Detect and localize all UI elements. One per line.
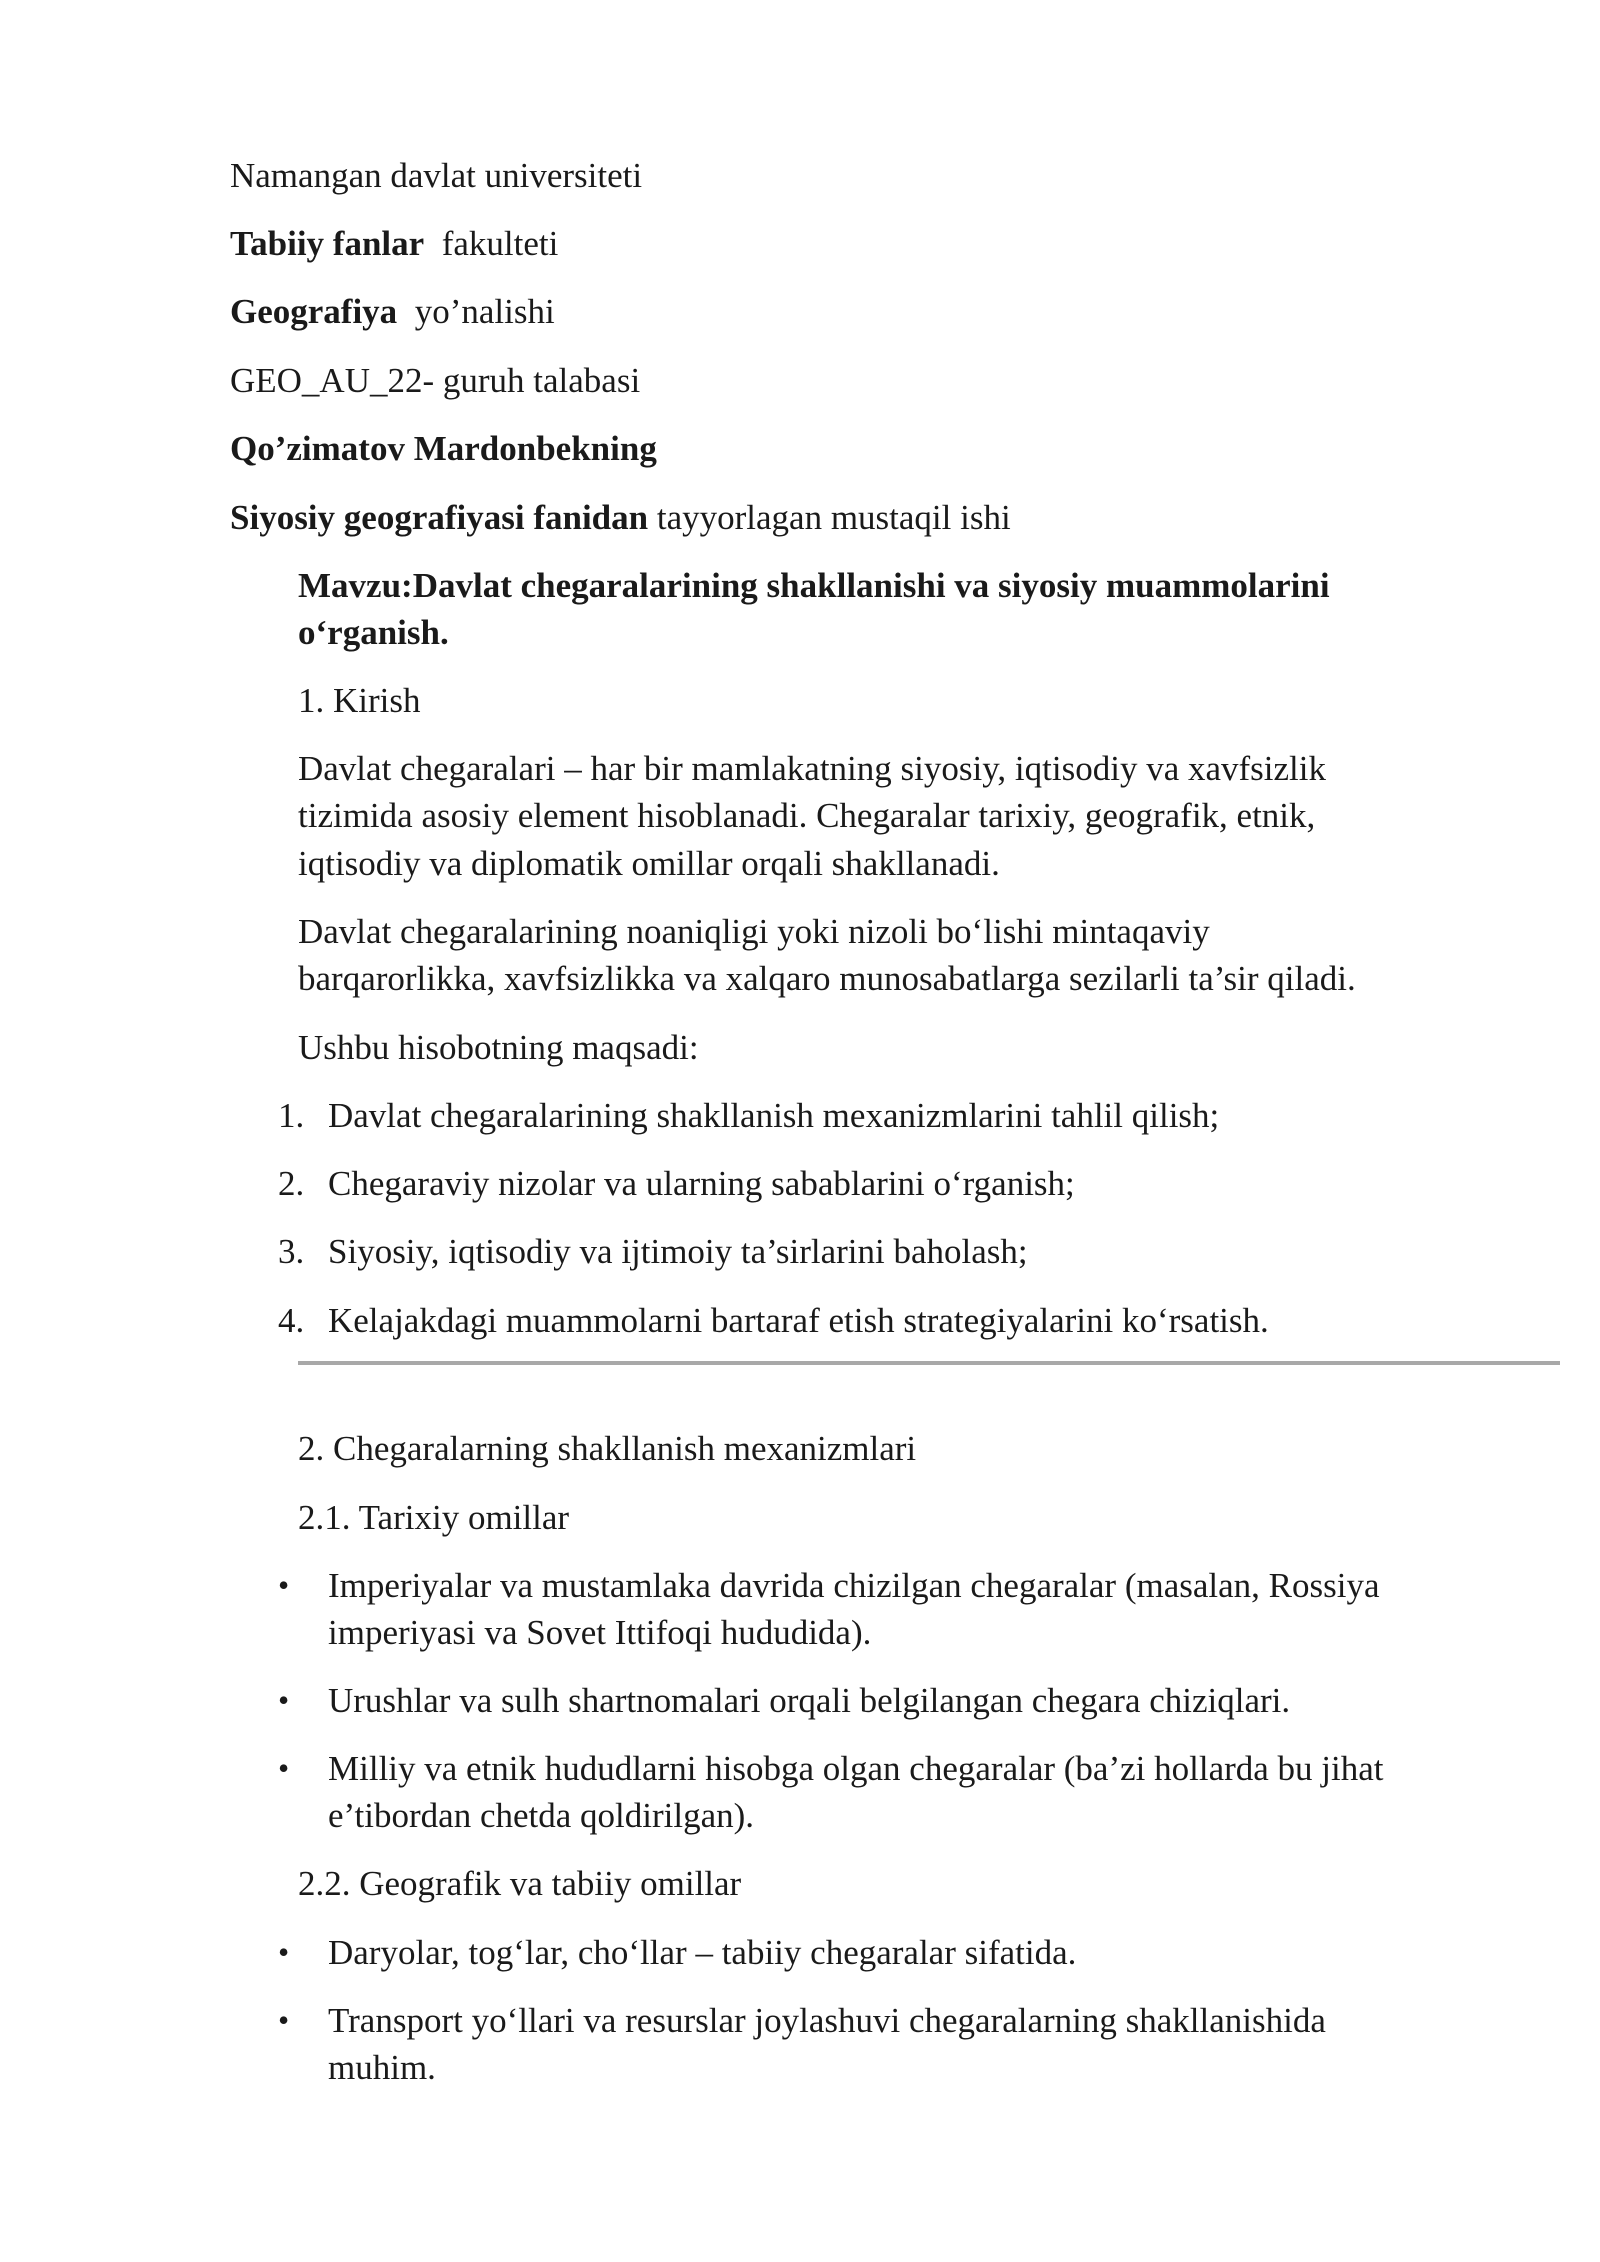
bullet-icon: •: [278, 1750, 290, 1786]
bullet-icon: •: [278, 1934, 290, 1970]
bullet-icon: •: [278, 1567, 290, 1603]
list-number: 3.: [278, 1232, 305, 1271]
list-item-text: Davlat chegaralarining shakllanish mexanizmlarini tahlil qilish;: [328, 1096, 1220, 1135]
horizontal-divider: [298, 1361, 1560, 1365]
list-item: [278, 1160, 1518, 1207]
subsection-2-2-heading: 2.2. Geografik va tabiiy omillar: [298, 1864, 742, 1903]
bullet-item: [278, 1997, 1518, 2091]
bullet-text-line-2: muhim.: [328, 2048, 436, 2087]
subsection-2-1-heading: 2.1. Tarixiy omillar: [298, 1498, 570, 1537]
group-line: GEO_AU_22- guruh talabasi: [230, 361, 641, 400]
list-number: 4.: [278, 1301, 305, 1340]
goal-intro: Ushbu hisobotning maqsadi:: [298, 1028, 699, 1067]
bullet-item: [278, 1562, 1518, 1656]
bullet-item: [278, 1677, 1518, 1724]
bullet-icon: •: [278, 2002, 290, 2038]
section-2-heading: 2. Chegaralarning shakllanish mexanizmlari: [298, 1429, 917, 1468]
subject-line: [230, 494, 1011, 541]
faculty-suffix: fakulteti: [441, 224, 559, 263]
list-item: [278, 1092, 1518, 1139]
bullet-text-line-1: Daryolar, tog‘lar, cho‘llar – tabiiy chegaralar sifatida.: [328, 1933, 1077, 1972]
intro-para-2-line-1: Davlat chegaralarining noaniqligi yoki nizoli bo‘lishi mintaqaviy: [298, 912, 1210, 951]
list-item: [278, 1297, 1518, 1344]
list-item-text: Kelajakdagi muammolarni bartaraf etish strategiyalarini ko‘rsatish.: [328, 1301, 1269, 1340]
list-item: [278, 1228, 1518, 1275]
bullet-text-line-2: e’tibordan chetda qoldirilgan).: [328, 1796, 755, 1835]
intro-para-1-line-3: iqtisodiy va diplomatik omillar orqali shakllanadi.: [298, 844, 1000, 883]
topic-title-line-1: Mavzu:Davlat chegaralarining shakllanishi va siyosiy muammolarini: [298, 566, 1330, 605]
faculty-line: [230, 220, 558, 267]
direction-suffix: yo’nalishi: [414, 292, 555, 331]
section-1-heading: 1. Kirish: [298, 681, 421, 720]
list-item-text: Chegaraviy nizolar va ularning sabablarini o‘rganish;: [328, 1164, 1075, 1203]
topic-title-line-2: o‘rganish.: [298, 613, 449, 652]
list-number: 2.: [278, 1164, 305, 1203]
list-item-text: Siyosiy, iqtisodiy va ijtimoiy ta’sirlarini baholash;: [328, 1232, 1028, 1271]
intro-para-1-line-1: Davlat chegaralari – har bir mamlakatning siyosiy, iqtisodiy va xavfsizlik: [298, 749, 1327, 788]
subject-suffix: tayyorlagan mustaqil ishi: [656, 498, 1011, 537]
bullet-text-line-1: Transport yo‘llari va resurslar joylashuvi chegaralarning shakllanishida: [328, 2001, 1326, 2040]
direction-line: [230, 288, 555, 335]
bullet-item: [278, 1929, 1518, 1976]
faculty-name: Tabiiy fanlar: [230, 224, 425, 263]
bullet-text-line-1: Urushlar va sulh shartnomalari orqali belgilangan chegara chiziqlari.: [328, 1681, 1291, 1720]
subject-name: Siyosiy geografiyasi fanidan: [230, 498, 649, 537]
intro-para-1-line-2: tizimida asosiy element hisoblanadi. Chegaralar tarixiy, geografik, etnik,: [298, 796, 1316, 835]
university-name: Namangan davlat universiteti: [230, 156, 643, 195]
bullet-text-line-2: imperiyasi va Sovet Ittifoqi hududida).: [328, 1613, 872, 1652]
student-name: Qo’zimatov Mardonbekning: [230, 429, 657, 468]
bullet-text-line-1: Milliy va etnik hududlarni hisobga olgan chegaralar (ba’zi hollarda bu jihat: [328, 1749, 1384, 1788]
intro-para-2-line-2: barqarorlikka, xavfsizlikka va xalqaro munosabatlarga sezilarli ta’sir qiladi.: [298, 959, 1356, 998]
bullet-text-line-1: Imperiyalar va mustamlaka davrida chizilgan chegaralar (masalan, Rossiya: [328, 1566, 1380, 1605]
bullet-item: [278, 1745, 1518, 1839]
bullet-icon: •: [278, 1682, 290, 1718]
list-number: 1.: [278, 1096, 305, 1135]
direction-name: Geografiya: [230, 292, 398, 331]
